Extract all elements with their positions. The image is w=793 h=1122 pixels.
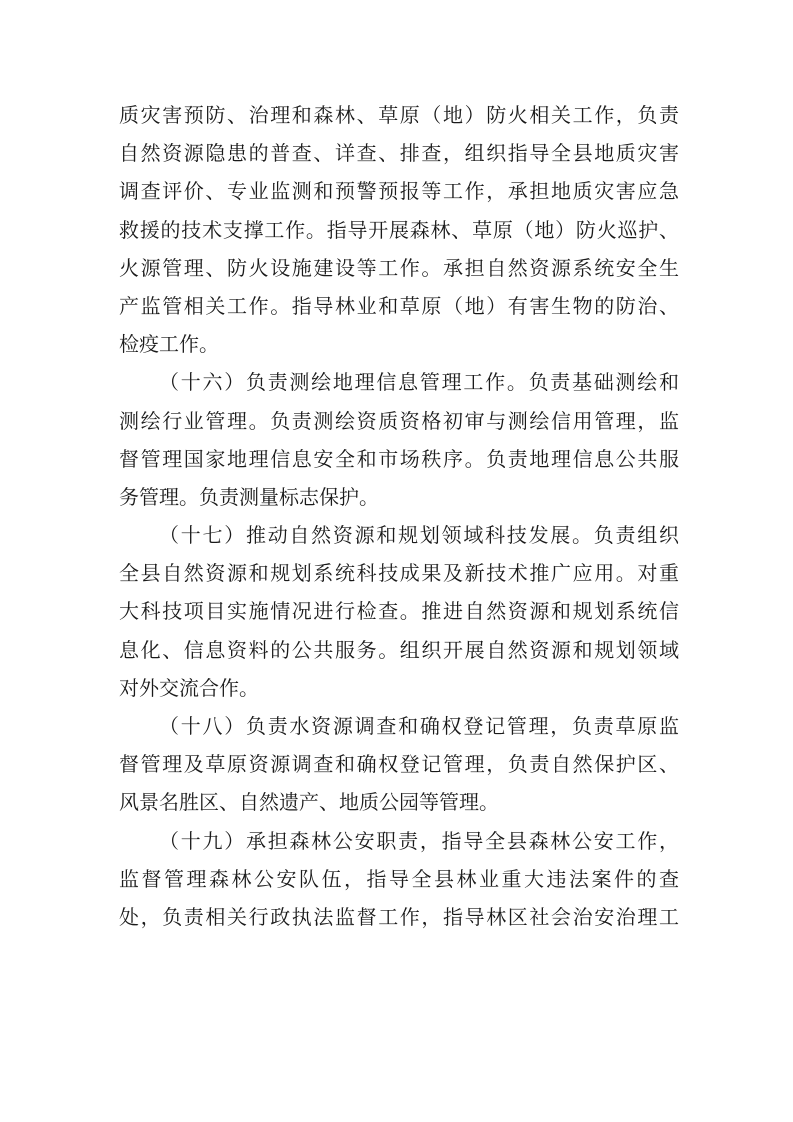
paragraph-18-start: （十八）负责水资源调查和确权登记管理，负责草原监	[159, 714, 679, 738]
text-line: 检疫工作。	[119, 332, 219, 357]
text-line: 对外交流合作。	[119, 675, 259, 700]
text-line: 务管理。负责测量标志保护。	[119, 484, 379, 509]
text-line: 监督管理森林公安队伍，指导全县林业重大违法案件的查	[119, 866, 679, 891]
text-line: 督管理及草原资源调查和确权登记管理，负责自然保护区、	[119, 752, 679, 777]
text-line: 产监管相关工作。指导林业和草原（地）有害生物的防治、	[119, 293, 679, 318]
text-line: 大科技项目实施情况进行检查。推进自然资源和规划系统信	[119, 599, 679, 624]
text-line: 质灾害预防、治理和森林、草原（地）防火相关工作，负责	[119, 103, 679, 127]
text-line: 调查评价、专业监测和预警预报等工作，承担地质灾害应急	[119, 179, 679, 204]
paragraph-19-start: （十九）承担森林公安职责，指导全县森林公安工作，	[159, 828, 679, 853]
text-line: 全县自然资源和规划系统科技成果及新技术推广应用。对重	[119, 561, 679, 586]
text-line: 督管理国家地理信息安全和市场秩序。负责地理信息公共服	[119, 446, 679, 471]
paragraph-17-start: （十七）推动自然资源和规划领域科技发展。负责组织	[159, 523, 679, 548]
text-line: 处，负责相关行政执法监督工作，指导林区社会治安治理工	[119, 904, 679, 929]
text-line: 自然资源隐患的普查、详查、排查，组织指导全县地质灾害	[119, 141, 679, 166]
text-line: 火源管理、防火设施建设等工作。承担自然资源系统安全生	[119, 255, 679, 280]
document-body	[119, 96, 679, 936]
text-line: 救援的技术支撑工作。指导开展森林、草原（地）防火巡护、	[119, 217, 679, 242]
text-line: 风景名胜区、自然遗产、地质公园等管理。	[119, 790, 499, 815]
paragraph-16-start: （十六）负责测绘地理信息管理工作。负责基础测绘和	[159, 370, 679, 395]
text-line: 测绘行业管理。负责测绘资质资格初审与测绘信用管理，监	[119, 408, 679, 433]
text-line: 息化、信息资料的公共服务。组织开展自然资源和规划领域	[119, 637, 679, 662]
